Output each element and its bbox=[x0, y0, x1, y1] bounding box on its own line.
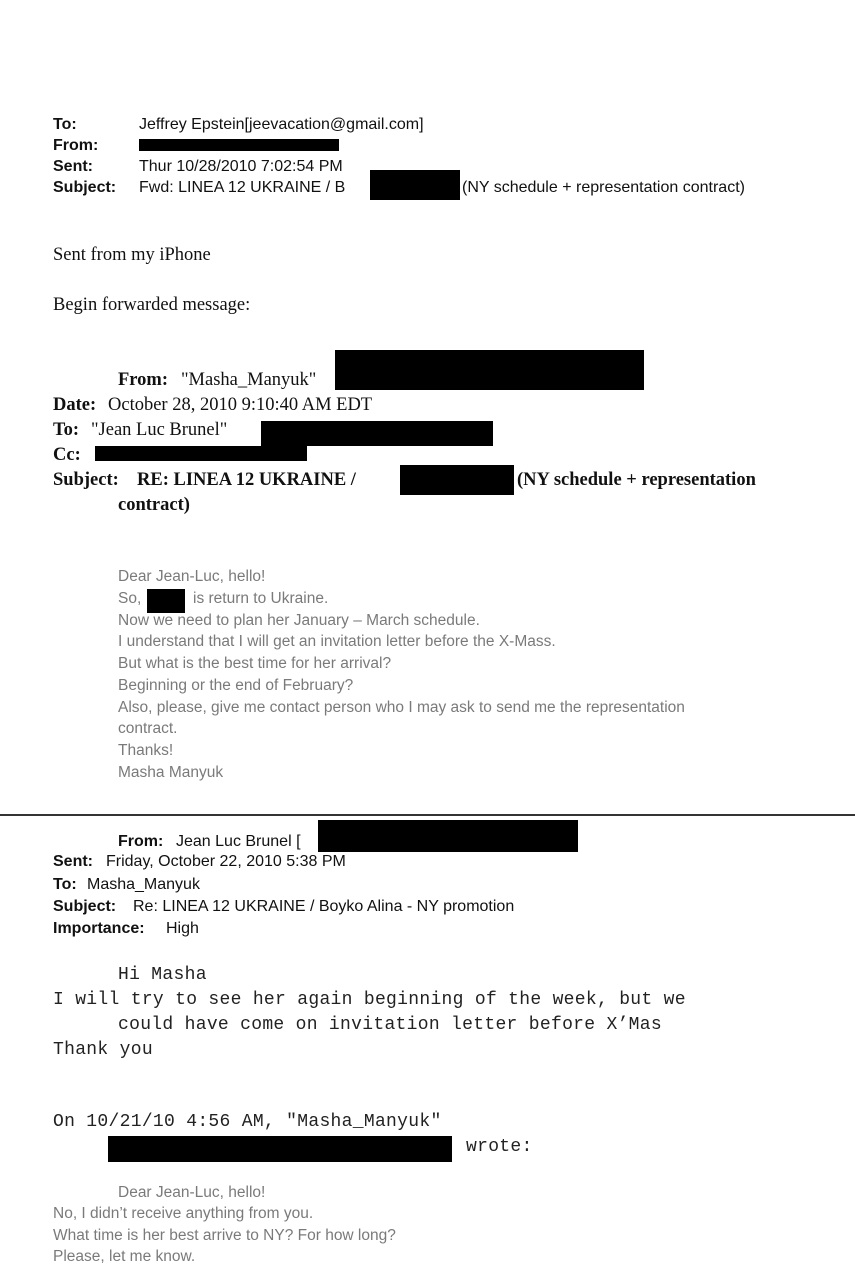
msg1-line: is return to Ukraine. bbox=[193, 590, 329, 607]
msg2-line: No, I didn’t receive anything from you. bbox=[53, 1205, 314, 1222]
subject-label: Subject: bbox=[53, 179, 117, 196]
fwd-to-value: "Jean Luc Brunel" bbox=[91, 420, 228, 440]
subject-value-prefix: Fwd: LINEA 12 UKRAINE / B bbox=[139, 179, 346, 196]
fwd-from-value: "Masha_Manyuk" bbox=[181, 370, 317, 390]
msg1-line: Beginning or the end of February? bbox=[118, 677, 354, 694]
reply-line: Thank you bbox=[53, 1040, 153, 1060]
fwd-to-label: To: bbox=[53, 420, 80, 440]
redaction-block bbox=[335, 350, 644, 390]
to-value: Jeffrey Epstein[jeevacation@gmail.com] bbox=[139, 116, 424, 133]
fwd-subject-label: Subject: bbox=[53, 470, 119, 490]
fwd-subject-suffix: (NY schedule + representation bbox=[517, 470, 756, 490]
reply-importance-label: Importance: bbox=[53, 920, 145, 937]
msg1-line: Dear Jean-Luc, hello! bbox=[118, 568, 266, 585]
msg1-line: Thanks! bbox=[118, 742, 174, 759]
quote-wrote: wrote: bbox=[466, 1137, 533, 1157]
to-label: To: bbox=[53, 116, 77, 133]
reply-line: Hi Masha bbox=[118, 965, 207, 985]
redaction-block bbox=[147, 589, 185, 613]
redaction-block bbox=[370, 170, 460, 200]
from-label: From: bbox=[53, 137, 99, 154]
msg2-line: Please, let me know. bbox=[53, 1248, 196, 1265]
reply-line: I will try to see her again beginning of the week, but we bbox=[53, 990, 686, 1010]
fwd-date-value: October 28, 2010 9:10:40 AM EDT bbox=[108, 395, 373, 415]
reply-to-label: To: bbox=[53, 876, 77, 893]
reply-sent-label: Sent: bbox=[53, 853, 93, 870]
sent-label: Sent: bbox=[53, 158, 93, 175]
reply-subject-label: Subject: bbox=[53, 898, 117, 915]
fwd-from-label: From: bbox=[118, 370, 168, 390]
reply-subject-value: Re: LINEA 12 UKRAINE / Boyko Alina - NY promotion bbox=[133, 898, 515, 915]
reply-to-value: Masha_Manyuk bbox=[87, 876, 200, 893]
reply-sent-value: Friday, October 22, 2010 5:38 PM bbox=[106, 853, 346, 870]
msg1-line: Now we need to plan her January – March schedule. bbox=[118, 612, 480, 629]
redaction-block bbox=[318, 820, 578, 852]
redaction-block bbox=[139, 139, 339, 151]
msg1-line: But what is the best time for her arrival? bbox=[118, 655, 392, 672]
reply-from-label: From: bbox=[118, 833, 164, 850]
sent-value: Thur 10/28/2010 7:02:54 PM bbox=[139, 158, 343, 175]
fwd-cc-label: Cc: bbox=[53, 445, 81, 465]
redaction-block bbox=[400, 465, 514, 495]
reply-from-value: Jean Luc Brunel [ bbox=[176, 833, 301, 850]
fwd-subject-cont: contract) bbox=[118, 495, 190, 515]
quote-intro: On 10/21/10 4:56 AM, "Masha_Manyuk" bbox=[53, 1112, 442, 1132]
sent-from-line: Sent from my iPhone bbox=[53, 245, 211, 265]
redaction-block bbox=[108, 1136, 452, 1162]
msg1-line: So, bbox=[118, 590, 142, 607]
msg1-line: contract. bbox=[118, 720, 178, 737]
redaction-block bbox=[95, 446, 307, 461]
begin-forward-line: Begin forwarded message: bbox=[53, 295, 251, 315]
reply-importance-value: High bbox=[166, 920, 199, 937]
msg1-line: Also, please, give me contact person who I may ask to send me the representation bbox=[118, 699, 685, 716]
redaction-block bbox=[261, 421, 493, 446]
reply-line: could have come on invitation letter before X’Mas bbox=[118, 1015, 662, 1035]
fwd-date-label: Date: bbox=[53, 395, 97, 415]
msg1-line: I understand that I will get an invitation letter before the X-Mass. bbox=[118, 633, 556, 650]
subject-value-suffix: (NY schedule + representation contract) bbox=[462, 179, 745, 196]
msg2-line: Dear Jean-Luc, hello! bbox=[118, 1184, 266, 1201]
msg1-line: Masha Manyuk bbox=[118, 764, 224, 781]
msg2-line: What time is her best arrive to NY? For how long? bbox=[53, 1227, 396, 1244]
fwd-subject-prefix: RE: LINEA 12 UKRAINE / bbox=[137, 470, 356, 490]
section-divider bbox=[0, 814, 855, 816]
